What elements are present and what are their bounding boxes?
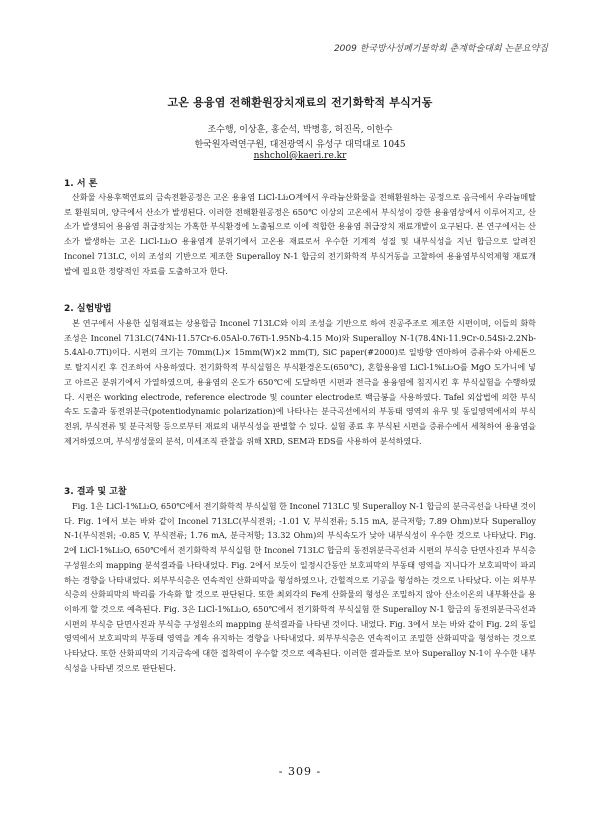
running-header: 2009 한국방사성폐기물학회 춘계학술대회 논문요약집 <box>333 44 548 54</box>
page-number: - 309 - <box>278 765 322 778</box>
email-link[interactable]: nshchol@kaeri.re.kr <box>253 151 347 161</box>
section-body-intro: 산화물 사용후핵연료의 금속전환공정은 고온 용융염 LiCl-Li₂O계에서 우라늄산화물을 전해환원하는 공정으로 음극에서 우라늄메탈로 환원되며, 양극에서 산소가 발생된다. 이러한 전해환원공정은 650℃ 이상의 고온에서 부식성이 강한 용융염상에서 이루어지고, 산소가 발생되어 용융염 취급장치는 가혹한 부식환경에 노출됨으로 이에 적합한 용융염 취급장치 재료개발이 요구된다. 본 연구에서는 산소가 발생하는 고온 LiCl-Li₂O 용융염계 분위기에서 고온용 재료로서 우수한 기계적 성질 및 내부식성을 지닌 합금으로 알려진 Inconel 713LC, 이의 조성의 기반으로 제조한 Superalloy N-1 합금의 전기화학적 부식거동을 고찰하여 용융염부식억제형 재료개발에 필요한 정량적인 자료를 도출하고자 한다. <box>64 192 536 276</box>
section-heading-results: 3. 결과 및 고찰 <box>64 487 127 497</box>
paper-title: 고온 용융염 전해환원장치재료의 전기화학적 부식거동 <box>167 96 433 109</box>
affiliation: 한국원자력연구원, 대전광역시 유성구 대덕대로 1045 <box>194 140 406 150</box>
section-heading-intro: 1. 서 론 <box>64 179 98 189</box>
section-body-methods: 본 연구에서 사용한 실험재료는 상용합금 Inconel 713LC와 이의 조성을 기반으로 하여 진공주조로 제조한 시편이며, 이들의 화학조성은 Inconel 713LC(74Ni-11.57Cr-6.05Al-0.76Ti-1.95Nb-4.15 Mo)와 Superalloy N-1(78.4Ni-11.9Cr-0.54Si-2.2Nb-5.4Al-0.7Ti)이다. 시편의 크기는 70mm(L)× 15mm(W)×2 mm(T), SiC paper(#2000)로 일방향 연마하여 증류수와 아세톤으로 탈지시킨 후 건조하여 사용하였다. 전기화학적 부식실험은 부식환경온도(650℃), 혼합용융염 LiCl-1%Li₂O를 MgO 도가니에 넣고 아르곤 분위기에서 가열하였으며, 용융염의 온도가 650℃에 도달하면 시편과 전극을 용융염에 침지시킨 후 부식실험을 수행하였다. 시편은 working electrode, reference electrode 및 counter electrode로 백금봉을 사용하였다. Tafel 외삽법에 의한 부식속도 도출과 동전위분극(potentiodynamic polarization)에 나타나는 분극곡선에서의 부동태 영역의 유무 및 동일영역에서의 부식전위, 부식전류 및 분극저항 등으로부터 재료의 내부식성을 판별할 수 있다. 실험 종료 후 부식된 시편을 증류수에서 세척하여 용융염을 제거하였으며, 부식생성물의 분석, 미세조직 관찰을 위해 XRD, SEM과 EDS를 사용하여 분석하였다. <box>64 318 536 446</box>
section-body-results: Fig. 1은 LiCl-1%Li₂O, 650℃에서 전기화학적 부식실험 한 Inconel 713LC 및 Superalloy N-1 합금의 분극곡선을 나타낸 것이다. Fig. 1에서 보는 바와 같이 Inconel 713LC(부식전위; -1.01 V, 부식전류; 5.15 mA, 분극저항; 7.89 Ohm)보다 Superalloy N-1(부식전위; -0.85 V, 부식전류; 1.76 mA, 분극저항; 13.32 Ohm)의 부식속도가 낮아 내부식성이 우수한 것으로 나타났다. Fig. 2에 LiCl-1%Li₂O, 650℃에서 전기화학적 부식실험 한 Inconel 713LC 합금의 동전위분극곡선과 시편의 부식층 단면사진과 부식층 구성원소의 mapping 분석결과를 나타내었다. Fig. 2에서 보듯이 일정시간동안 보호피막의 부동태 영역을 지니다가 보호피막이 파괴하는 경향을 나타내었다. 외부부식층은 연속적인 산화피막을 형성하였으나, 간헐적으로 기공을 형성하는 것으로 나타났다. 이는 외부부식층의 산화피막의 박리를 가속화 할 것으로 판단된다. 또한 최외각의 Fe계 산화물의 형성은 조밀하지 않아 산소이온의 내부확산을 용이하게 할 것으로 예측된다. Fig. 3은 LiCl-1%Li₂O, 650℃에서 전기화학적 부식실험 한 Superalloy N-1 합금의 동전위분극곡선과 시편의 부식층 단면사진과 부식층 구성원소의 mapping 분석결과를 나타낸 것이다. 내었다. Fig. 3에서 보는 바와 같이 Fig. 2의 동일영역에서 보호피막의 부동태 영역을 계속 유지하는 경향을 나타내었다. 외부부식층은 연속적이고 조밀한 산화피막을 형성하는 것으로 나타났다. 또한 산화피막의 기지금속에 대한 접착력이 우수할 것으로 예측된다. 이러한 결과들로 보아 Superalloy N-1이 우수한 내부식성을 나타낸 것으로 판단된다. <box>64 501 537 673</box>
section-heading-methods: 2. 실험방법 <box>64 304 112 314</box>
author-list: 조수행, 이상훈, 홍순석, 박병흥, 허진목, 이한수 <box>207 125 393 135</box>
